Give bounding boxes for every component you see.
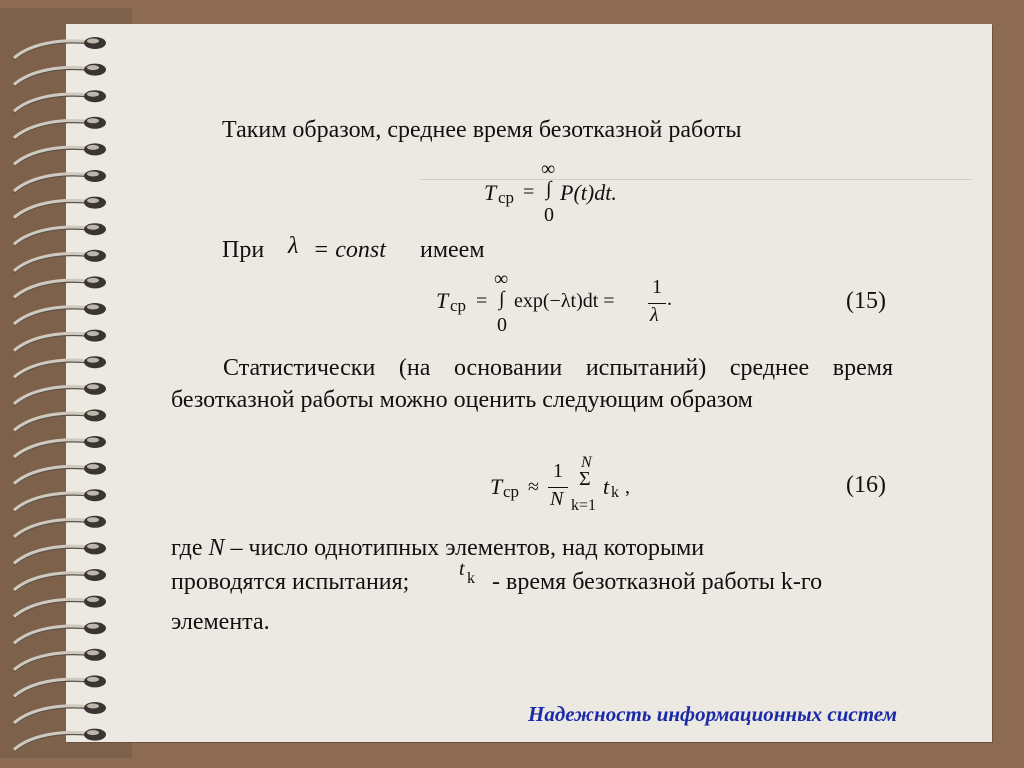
f16-lhs-symbol: T: [490, 474, 503, 499]
coil-ring: [14, 649, 106, 672]
f15-lhs-subscript: ср: [450, 296, 467, 315]
f15-integral: ∫: [499, 288, 505, 310]
mtbf-lower-limit: 0: [544, 204, 554, 226]
f15-upper-limit: ∞: [494, 268, 509, 290]
intro-text: Таким образом, среднее время безотказной работы: [222, 117, 742, 143]
f16-numerator: 1: [553, 460, 563, 482]
coil-ring: [14, 542, 106, 565]
coil-ring: [14, 569, 106, 592]
where-var-n: N: [208, 535, 225, 561]
coil-ring: [14, 489, 106, 512]
where-rest: – число однотипных элементов, над которыми: [224, 535, 705, 561]
where-line-2-rest: - время безотказной работы k-го: [492, 569, 823, 595]
mtbf-equals: =: [523, 181, 535, 203]
f16-approx: ≈: [528, 476, 539, 498]
where-line-1: [171, 532, 704, 564]
where-prefix: где: [171, 535, 209, 561]
f15-trailing: .: [667, 288, 672, 310]
coil-ring: [14, 702, 106, 725]
coil-ring: [14, 117, 106, 140]
coil-ring: [14, 197, 106, 220]
coil-ring: [14, 143, 106, 166]
f15-lhs-symbol: T: [436, 288, 449, 313]
f15-numerator: 1: [652, 276, 662, 298]
lambda-condition: = const: [313, 237, 386, 263]
coil-ring: [14, 37, 106, 60]
coil-ring: [14, 463, 106, 486]
f16-trailing: ,: [625, 476, 630, 498]
lambda-suffix: имеем: [420, 237, 485, 263]
coil-ring: [14, 250, 106, 273]
mtbf-lhs-subscript: ср: [498, 188, 515, 207]
coil-ring: [14, 516, 106, 539]
coil-ring: [14, 330, 106, 353]
coil-ring: [14, 622, 106, 645]
coil-ring: [14, 436, 106, 459]
spiral-binding-icon: [0, 0, 120, 768]
f15-equals: =: [476, 290, 488, 312]
coil-ring: [14, 409, 106, 432]
f16-sum-upper: N: [581, 454, 592, 471]
f15-integrand: exp(−λt)dt =: [514, 290, 615, 312]
f16-term-subscript: k: [611, 484, 619, 501]
where-line-3: элемента.: [171, 609, 270, 635]
f16-sum-lower: k=1: [571, 497, 597, 514]
coil-ring: [14, 729, 106, 752]
mtbf-integrand: P(t)dt.: [560, 180, 617, 205]
mtbf-lhs-symbol: T: [484, 180, 497, 205]
coil-ring: [14, 303, 106, 326]
coil-ring: [14, 356, 106, 379]
where-line-2-prefix: проводятся испытания;: [171, 569, 410, 595]
lambda-symbol: λ: [288, 233, 299, 259]
f15-denominator: λ: [650, 304, 659, 326]
f15-lower-limit: 0: [497, 314, 507, 336]
coil-ring: [14, 596, 106, 619]
where-t-symbol: t: [459, 558, 465, 580]
coil-ring: [14, 223, 106, 246]
f16-denominator: N: [550, 488, 564, 510]
coil-ring: [14, 383, 106, 406]
equation-number-15: (15): [846, 288, 886, 314]
coil-ring: [14, 170, 106, 193]
mtbf-integral: ∫: [546, 178, 552, 200]
equation-number-16: (16): [846, 472, 886, 498]
where-t-subscript: k: [467, 570, 475, 587]
mtbf-upper-limit: ∞: [541, 158, 556, 180]
footer-title: Надежность информационных систем: [528, 702, 897, 726]
f16-lhs-subscript: ср: [503, 482, 520, 501]
lambda-condition-eq: [313, 234, 386, 266]
f16-term-symbol: t: [603, 474, 610, 499]
coil-ring: [14, 90, 106, 113]
coil-ring: [14, 675, 106, 698]
divider-line: [420, 179, 972, 180]
coil-ring: [14, 64, 106, 87]
lambda-prefix: При: [222, 237, 265, 263]
f16-sum-symbol: Σ: [579, 468, 591, 490]
coil-ring: [14, 276, 106, 299]
statistical-paragraph: Статистически (на основании испытаний) среднее время безотказной работы можно оценить следующим образом: [171, 355, 893, 413]
